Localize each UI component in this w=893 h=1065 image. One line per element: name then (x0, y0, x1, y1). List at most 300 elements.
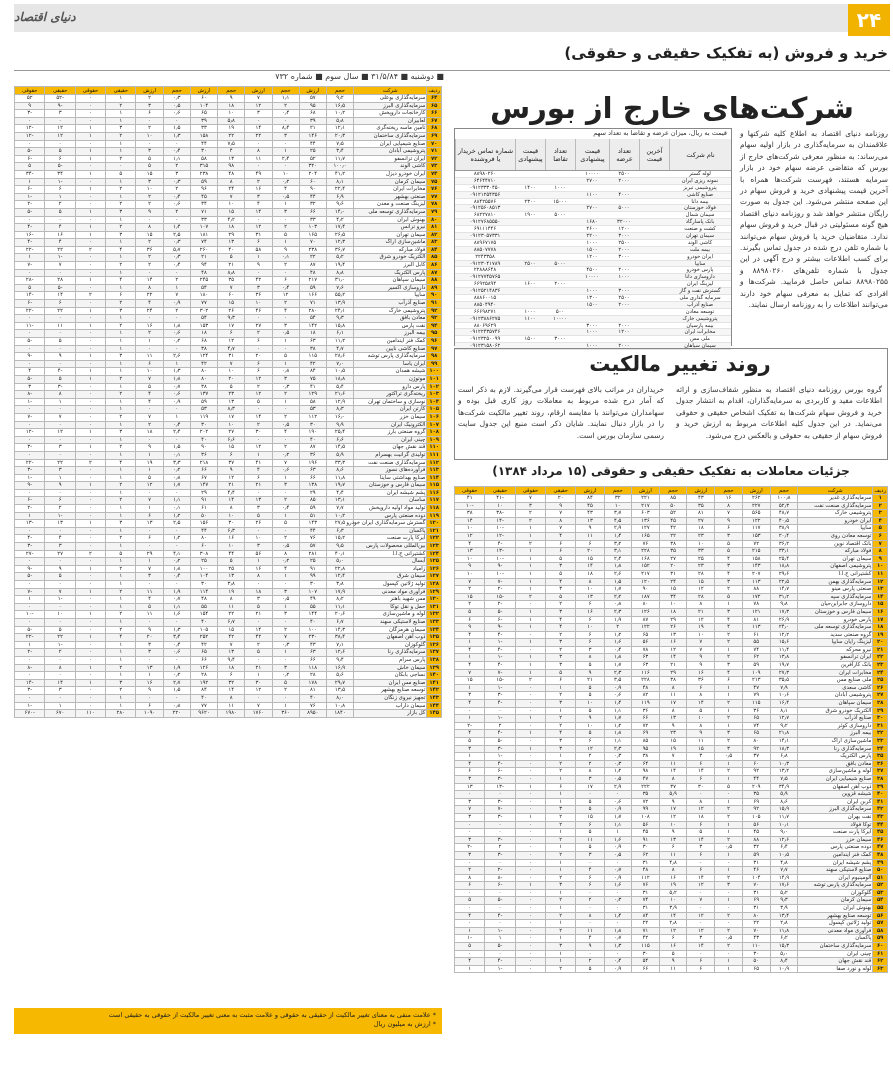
table-cell: ۱ (604, 829, 631, 837)
table-row (455, 874, 888, 882)
table-cell: -۴ (45, 368, 75, 376)
table-cell: ۰ (75, 618, 105, 626)
company-name-cell: سرمایه‌گذاری رنا (798, 745, 873, 753)
table-cell: ۳۰ (218, 520, 245, 528)
table-cell: ۸۴ (576, 495, 604, 503)
table-cell: ۲۲۷ (742, 502, 770, 510)
table-cell: ۱۲ (245, 391, 272, 399)
company-name-cell: کابل البرز (354, 262, 427, 270)
table-cell: ۰ (163, 269, 190, 277)
table-cell: ۷۰ (742, 927, 770, 935)
table-cell: ۱۶ (660, 943, 687, 951)
table-cell: ۱۳۵ (427, 634, 442, 642)
table-cell: ۱۹ (660, 882, 687, 890)
company-row (455, 219, 731, 226)
table-cell: ۱۴۰ (427, 672, 442, 680)
table-cell: ۱۴ (245, 413, 272, 421)
table-cell: ۰ (455, 950, 485, 958)
table-cell: -۴ (485, 760, 515, 768)
table-cell: ۳۵ (687, 502, 715, 510)
table-cell: ۲۵ (299, 148, 326, 156)
table-cell: ۵۱ (873, 874, 888, 882)
table-cell: ۱۶ (687, 669, 715, 677)
table-cell: ۳ (136, 178, 163, 186)
table-cell: ۲ (546, 897, 576, 905)
table-cell: ۳۳ (190, 216, 217, 224)
table-cell: ۰ (515, 844, 545, 852)
table-cell: ۱۳ (660, 631, 687, 639)
table-row (455, 943, 888, 951)
table-cell: ۰ (163, 694, 190, 702)
table-cell: -۵ (15, 148, 45, 156)
table-cell: ۱۱٫۴ (770, 646, 797, 654)
table-cell: ۹۲ (742, 768, 770, 776)
company-cell: ۵۰۰۰ (554, 260, 566, 267)
table-cell: ۱۳٫۹ (326, 300, 353, 308)
table-cell: ۰ (75, 239, 105, 247)
table-cell: ۱ (715, 684, 742, 692)
company-cell: ۶۶۶۹۸۲۷۱ (473, 308, 497, 315)
table-row (15, 618, 442, 626)
table-cell: ۴ (715, 570, 742, 578)
table-cell: ۸٫۰ (326, 694, 353, 702)
table-cell: ۴۰٫۵ (770, 517, 797, 525)
table-cell: ۰ (75, 345, 105, 353)
table-cell: ۰٫۹ (604, 965, 631, 973)
table-cell: ۱ (515, 662, 545, 670)
header-rule (14, 70, 890, 71)
company-name-cell: سیمان کرمان (354, 178, 427, 186)
table-cell: ۰ (515, 738, 545, 746)
table-cell: ۶ (546, 677, 576, 685)
table-cell: ۸۰ (190, 535, 217, 543)
table-row (455, 889, 888, 897)
table-cell: ۹ (45, 482, 75, 490)
table-cell: ۲۹ (218, 231, 245, 239)
table-cell: ۰ (75, 398, 105, 406)
company-name-cell: تولید مواد اولیه داروپخش (354, 505, 427, 513)
col-header: حقیقی (546, 487, 576, 495)
company-cell: ۳۰۰۰ (618, 253, 630, 260)
table-cell: -۷ (485, 806, 515, 814)
table-cell: ۰٫۳ (604, 897, 631, 905)
company-name-cell: پتروشیمی خارک (354, 307, 427, 315)
table-cell: ۰ (245, 406, 272, 414)
table-cell: ۷۰ (427, 140, 442, 148)
table-cell: ۲۱ (218, 482, 245, 490)
table-cell: ۳۷ (742, 753, 770, 761)
table-cell: ۱۵ (218, 444, 245, 452)
table-cell: ۱٫۶ (604, 639, 631, 647)
table-cell: ۷ (245, 95, 272, 103)
table-cell: ۷٫۵ (326, 140, 353, 148)
table-cell: ۴۶ (742, 867, 770, 875)
table-cell: ۴ (272, 429, 299, 437)
table-cell: ۱ (715, 897, 742, 905)
table-cell: -۱۲ (15, 429, 45, 437)
table-cell: ۰ (75, 581, 105, 589)
company-cell: ۲۵۰۰ (618, 171, 630, 177)
table-cell: -۷ (15, 262, 45, 270)
table-cell: ۴۳ (873, 813, 888, 821)
table-cell: ۱ (715, 867, 742, 875)
table-cell: ۷۴ (631, 897, 659, 905)
table-cell: ۰ (45, 406, 75, 414)
table-row (455, 639, 888, 647)
table-cell: ۲ (106, 444, 136, 452)
table-cell: -۷ (485, 578, 515, 586)
table-cell: ۱۳۴ (427, 626, 442, 634)
table-cell: ۵ (218, 254, 245, 262)
table-cell: ۱۲۶ (427, 565, 442, 573)
table-cell: ۰ (515, 646, 545, 654)
table-cell: ۰٫۳ (604, 760, 631, 768)
table-cell: ۱ (715, 965, 742, 973)
table-cell: ۲ (245, 330, 272, 338)
table-cell: ۰ (604, 859, 631, 867)
table-cell: ۱٫۳ (163, 626, 190, 634)
table-cell: ۱۴ (576, 563, 604, 571)
table-cell: ۱ (106, 489, 136, 497)
table-cell: -۶ (15, 497, 45, 505)
table-row (15, 596, 442, 604)
table-row (15, 588, 442, 596)
table-cell: ۰٫۴ (163, 641, 190, 649)
table-cell: ۵۳ (873, 889, 888, 897)
table-cell: -۳ (15, 444, 45, 452)
table-cell: ۲۷ (687, 517, 715, 525)
table-cell: ۱ (75, 224, 105, 232)
table-cell: ۱٫۸ (163, 565, 190, 573)
company-name-cell: سیمان شرق (354, 573, 427, 581)
company-cell: بیمه دانا (691, 198, 709, 205)
company-cell (609, 316, 639, 322)
table-cell: -۴ (15, 224, 45, 232)
table-cell: ۱۹۸۰ (218, 710, 245, 718)
table-cell: ۰٫۵ (272, 193, 299, 201)
table-cell: ۳٫۴ (326, 148, 353, 156)
table-row (15, 125, 442, 133)
table-cell: ۸ (873, 548, 888, 556)
table-cell: ۲۵ (687, 555, 715, 563)
table-cell: ۱۴ (218, 687, 245, 695)
table-cell: ۳ (272, 375, 299, 383)
table-cell: ۶ (546, 548, 576, 556)
table-cell: -۱۶ (15, 231, 45, 239)
table-cell: ۸٫۳ (218, 406, 245, 414)
table-cell: ۵٫۴ (326, 383, 353, 391)
table-cell: ۱۰ (485, 502, 515, 510)
table-cell: ۰٫۶ (163, 330, 190, 338)
table-cell: ۱ (15, 512, 45, 520)
company-name-cell: فرآورده‌های نسوز (354, 467, 427, 475)
table-cell: ۱ (106, 338, 136, 346)
table-cell: ۲ (604, 624, 631, 632)
table-row (15, 391, 442, 399)
table-cell: ۹۶ (190, 186, 217, 194)
table-row (455, 540, 888, 548)
table-cell: ۵ (272, 679, 299, 687)
table-cell: -۱۰ (485, 555, 515, 563)
table-cell: ۲۹ (299, 489, 326, 497)
table-cell: ۲۳ (660, 730, 687, 738)
company-name-cell: ساسان (354, 497, 427, 505)
company-cell: ۱۵۰۰۰ (553, 198, 567, 205)
table-cell: ۱۱٫۷ (770, 813, 797, 821)
table-cell: ۵ (576, 662, 604, 670)
table-cell: ۱ (75, 148, 105, 156)
table-cell: ۴ (455, 540, 485, 548)
table-cell: ۰ (245, 345, 272, 353)
table-row (455, 548, 888, 556)
table-cell: ۱۰٫۱ (770, 821, 797, 829)
table-cell: ۰ (75, 512, 105, 520)
table-cell: ۶۷۰ (45, 710, 75, 718)
company-name-cell: پارس الکتریک (354, 269, 427, 277)
table-cell: ۳ (106, 208, 136, 216)
company-name-cell: پشم شیشه ایران (354, 489, 427, 497)
table-cell: -۲ (15, 649, 45, 657)
table-cell: ۰٫۳ (163, 254, 190, 262)
table-cell: ۱ (106, 193, 136, 201)
table-cell: ۲ (515, 517, 545, 525)
table-cell: ۲ (136, 254, 163, 262)
table-cell: ۰ (515, 912, 545, 920)
table-cell: ۹۴ (190, 262, 217, 270)
table-cell: ۲۱ (245, 482, 272, 490)
ownership-text-left: خریداران در مراتب بالای فهرست قرار می‌گیرند. لازم به ذکر است که آمار درج شده مربوط به معاملات روز کاری قبل بوده و سهامداران می‌توانند با مقایسه ارقام، روند تغییر مالکیت شرکت‌ها را در بازار دنبال نمایند. شایان ذکر است منبع این جدول سایت رسمی سازمان بورس است. (458, 385, 664, 440)
table-cell: ۱۶ (715, 495, 742, 503)
table-cell: ۱۲ (687, 616, 715, 624)
table-cell: ۸۶ (427, 262, 442, 270)
table-cell: -۷ (15, 588, 45, 596)
table-cell: ۱۳ (576, 517, 604, 525)
table-cell: ۰ (163, 315, 190, 323)
table-cell: ۹ (546, 502, 576, 510)
table-cell: ۱۸۴۰ (326, 710, 353, 718)
table-cell: ۴٫۵ (604, 517, 631, 525)
table-cell: ۳۷ (218, 459, 245, 467)
table-cell: ۷۶ (631, 540, 659, 548)
company-cell: ۶۹۱۱۱۴۴۶ (473, 226, 497, 233)
table-cell: ۱۸ (576, 570, 604, 578)
table-cell: -۵ (485, 608, 515, 616)
table-cell: ۳ (546, 738, 576, 746)
table-cell: ۲ (272, 391, 299, 399)
table-cell: ۵ (715, 783, 742, 791)
table-cell: ۱ (546, 798, 576, 806)
table-cell: ۱۴۷ (190, 482, 217, 490)
table-cell: ۸۱ (687, 510, 715, 518)
table-cell: ۰ (515, 958, 545, 966)
table-cell: ۳۳ (873, 738, 888, 746)
table-cell: ۶۶ (427, 110, 442, 118)
table-cell: ۴ (136, 398, 163, 406)
table-cell: ۲۰۴ (299, 170, 326, 178)
table-row (15, 656, 442, 664)
table-cell: ۰ (75, 413, 105, 421)
table-cell: ۲ (546, 722, 576, 730)
company-cell: ۱۰۰۰ (554, 184, 566, 191)
table-cell: ۰٫۴ (163, 421, 190, 429)
table-cell: ۰ (455, 905, 485, 913)
table-cell: ۲ (272, 300, 299, 308)
table-cell: ۴۴ (190, 527, 217, 535)
company-name-cell: سیمان خزر (354, 413, 427, 421)
table-cell: ۱۱۰ (427, 444, 442, 452)
table-cell: ۶۱ (190, 505, 217, 513)
table-cell: ۲ (715, 943, 742, 951)
table-cell: ۰ (136, 315, 163, 323)
table-cell: ۶۳ (631, 654, 659, 662)
table-cell: ۲٫۹ (604, 783, 631, 791)
table-cell: ۰ (136, 406, 163, 414)
table-cell: ۱۴ (245, 125, 272, 133)
table-cell: ۰٫۶ (163, 201, 190, 209)
table-cell: -۲۲ (15, 307, 45, 315)
company-cell (515, 233, 545, 239)
table-cell: ۲۰ (873, 639, 888, 647)
table-cell: ۲ (455, 867, 485, 875)
company-name-cell: گروه صنعتی سدید (798, 631, 873, 639)
table-cell: ۳ (576, 851, 604, 859)
table-cell: ۵ (455, 738, 485, 746)
company-name-cell: سرمایه‌گذاری بوعلی (354, 95, 427, 103)
table-cell: ۵۲ (660, 510, 687, 518)
table-cell: ۶ (576, 540, 604, 548)
table-cell: ۱ (15, 178, 45, 186)
table-cell: ۹۱ (427, 300, 442, 308)
table-cell: ۱۰۴ (742, 874, 770, 882)
company-cell (639, 309, 669, 315)
table-cell: ۹۶۲۰ (190, 710, 217, 718)
table-cell: ۶۵ (190, 110, 217, 118)
table-cell: ۱۴ (136, 277, 163, 285)
table-cell: ۷ (455, 578, 485, 586)
table-row (455, 662, 888, 670)
col-header: ارزش (136, 87, 163, 95)
table-cell: -۳ (485, 692, 515, 700)
table-cell: ۱ (136, 467, 163, 475)
right-trades-table (454, 486, 888, 973)
table-cell: ۸٫۸ (326, 269, 353, 277)
table-cell: ۱ (515, 654, 545, 662)
table-cell: ۱۹ (687, 624, 715, 632)
company-cell (639, 295, 669, 301)
table-cell: ۱۲٫۲ (770, 631, 797, 639)
table-cell: ۱۲٫۶ (326, 649, 353, 657)
table-row (15, 444, 442, 452)
company-cell: ۵۰۰ (555, 308, 565, 315)
table-cell: ۶٫۸ (770, 753, 797, 761)
table-cell: ۱۱ (660, 965, 687, 973)
company-cell (515, 240, 545, 246)
company-name-cell: آلومینیوم ایران (798, 874, 873, 882)
company-row (455, 240, 731, 247)
table-cell: ۸ (576, 654, 604, 662)
table-cell: ۳۸٫۹ (770, 525, 797, 533)
table-cell: ۱ (515, 813, 545, 821)
table-cell: ۳۲ (604, 495, 631, 503)
company-cell (515, 254, 545, 260)
table-cell: ۱ (75, 429, 105, 437)
table-cell: ۸۰ (190, 368, 217, 376)
table-cell: ۳۰ (742, 950, 770, 958)
table-cell: ۰ (75, 687, 105, 695)
table-cell: ۰ (604, 791, 631, 799)
table-cell: ۲۲ (45, 307, 75, 315)
table-cell: ۹۱ (299, 565, 326, 573)
company-cell: ۶۸۲۲۷۸۱۰ (473, 212, 497, 219)
table-cell: ۴٫۸ (660, 859, 687, 867)
table-cell: ۱۶ (218, 535, 245, 543)
table-cell: ۳۶ (687, 677, 715, 685)
table-cell: ۳ (455, 745, 485, 753)
col-header: قیمت پیشنهادی (515, 139, 545, 170)
table-cell: ۵۳ (299, 406, 326, 414)
table-cell: ۲ (106, 565, 136, 573)
table-cell: -۴ (485, 958, 515, 966)
company-name-cell: کمک فنر ایندامین (798, 851, 873, 859)
table-cell: ۷ (136, 375, 163, 383)
table-cell: ۰٫۳ (163, 95, 190, 103)
table-cell: ۰٫۴ (272, 110, 299, 118)
table-cell: ۴۹ (299, 596, 326, 604)
company-name-cell: توسعه صنایع بهشهر (354, 687, 427, 695)
col-header: آخرین قیمت (639, 139, 669, 170)
table-cell: ۰٫۶ (272, 467, 299, 475)
table-cell: -۷ (15, 413, 45, 421)
table-cell: ۱ (515, 525, 545, 533)
table-cell: ۳۶ (136, 246, 163, 254)
table-cell: ۱ (515, 669, 545, 677)
table-cell: ۰٫۹ (604, 874, 631, 882)
table-cell: ۱ (873, 495, 888, 503)
table-cell: ۱۹ (218, 588, 245, 596)
table-cell: ۸٫۲ (326, 596, 353, 604)
table-cell: ۲٫۶ (604, 570, 631, 578)
company-name-cell: سایپا (354, 292, 427, 300)
table-cell: ۱٫۸ (604, 730, 631, 738)
table-cell: ۰ (245, 694, 272, 702)
table-cell: ۲٫۸ (660, 920, 687, 928)
table-cell: ۲٫۹ (604, 525, 631, 533)
company-name-cell: صنایع شیمیایی ایران (798, 775, 873, 783)
table-cell: ۰ (163, 436, 190, 444)
table-cell: ۱ (272, 201, 299, 209)
company-name-cell: چینی ایران (798, 950, 873, 958)
table-cell: ۱ (75, 132, 105, 140)
table-cell: ۰ (515, 836, 545, 844)
table-cell: ۴۵ (576, 502, 604, 510)
company-cell (639, 288, 669, 294)
table-cell: ۹ (873, 555, 888, 563)
company-cell (639, 329, 669, 335)
table-cell: ۱ (106, 467, 136, 475)
table-cell: ۲ (106, 322, 136, 330)
table-row (15, 672, 442, 680)
table-cell: ۱٫۸ (604, 654, 631, 662)
company-row (455, 316, 731, 323)
col-header: تعداد تقاضا (545, 139, 575, 170)
table-cell: ۱۰۴ (190, 573, 217, 581)
table-cell: ۱۲ (687, 927, 715, 935)
table-cell: -۶ (485, 768, 515, 776)
table-cell: ۱۶۵ (299, 231, 326, 239)
company-cell: ۲۲۴۳۳۵۸ (475, 253, 495, 260)
table-cell: ۱۰۰ (427, 368, 442, 376)
table-cell: ۶۹ (631, 730, 659, 738)
